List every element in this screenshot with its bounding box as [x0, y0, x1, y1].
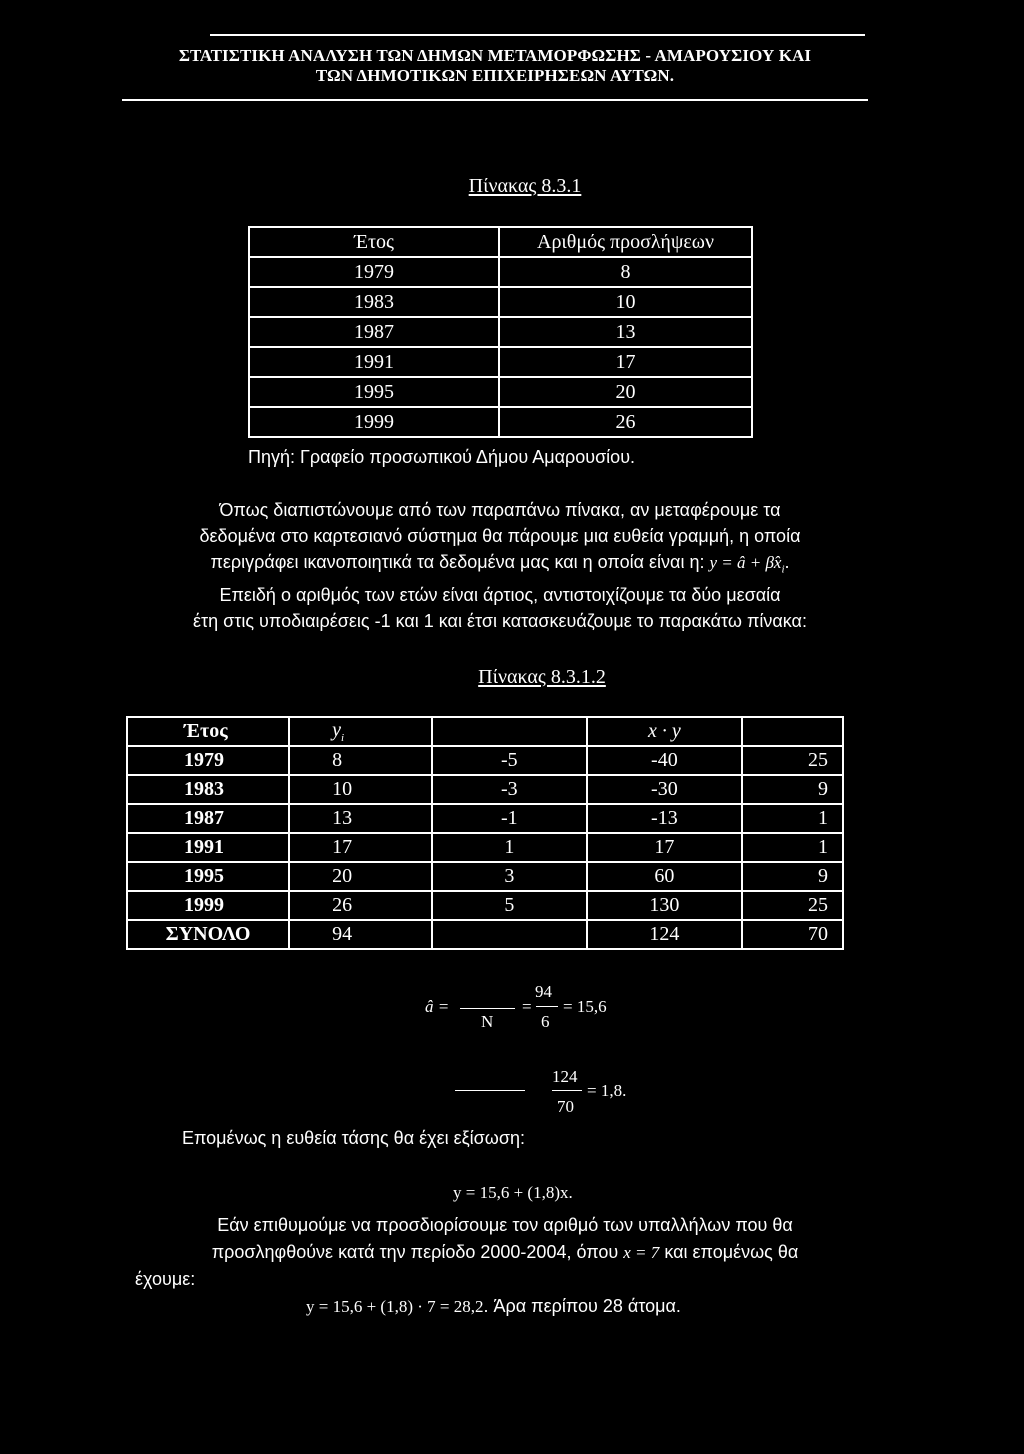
- fraction-bar: [552, 1090, 582, 1091]
- year-cell: 1983: [127, 775, 289, 804]
- y-cell: 17: [289, 833, 432, 862]
- table-row: [249, 257, 752, 287]
- formula-b-numerator: 124: [552, 1067, 578, 1086]
- paragraph-line: Όπως διαπιστώνουμε από των παραπάνω πίνακα, αν μεταφέρουμε τα: [219, 500, 781, 520]
- table-row: [249, 317, 752, 347]
- table1-source: Πηγή: Γραφείο προσωπικού Δήμου Αμαρουσίου.: [248, 447, 636, 467]
- x-cell: -3: [432, 775, 587, 804]
- formula-a-lhs: â =: [425, 997, 450, 1016]
- table-row: [249, 407, 752, 437]
- y-cell: 8: [289, 746, 432, 775]
- paragraph-line: προσληφθούνε κατά την περίοδο 2000-2004, όπου x = 7 και επομένως θα: [211, 1242, 799, 1262]
- final-result: [306, 1296, 681, 1317]
- xy-cell: 17: [587, 833, 742, 862]
- paragraph-line: Επειδή ο αριθμός των ετών είναι άρτιος, αντιστοιχίζουμε τα δύο μεσαία: [219, 585, 781, 606]
- hires-table: [248, 226, 753, 438]
- total-xy: 124: [587, 920, 742, 949]
- hires-cell: 10: [499, 287, 752, 317]
- table-row: [127, 891, 843, 920]
- x2-cell: 1: [742, 833, 843, 862]
- x-cell: -5: [432, 746, 587, 775]
- table-total-row: [127, 920, 843, 949]
- total-x2: 70: [742, 920, 843, 949]
- y-cell: 26: [289, 891, 432, 920]
- header-line-1: ΣΤΑΤΙΣΤΙΚΗ ΑΝΑΛΥΣΗ ΤΩΝ ΔΗΜΩΝ ΜΕΤΑΜΟΡΦΩΣΗΣ - ΑΜΑΡΟΥΣΙΟΥ ΚΑΙ: [178, 46, 812, 65]
- paragraph-line: έχουμε:: [135, 1269, 196, 1289]
- fraction-bar: [460, 1008, 515, 1009]
- header-bottom-rule: [122, 99, 868, 101]
- xy-cell: -30: [587, 775, 742, 804]
- final-text: . Άρα περίπου 28 άτομα.: [483, 1296, 681, 1316]
- table1-caption: Πίνακας 8.3.1: [468, 175, 582, 197]
- document-header: [120, 46, 870, 86]
- table-row: [127, 862, 843, 891]
- y-cell: 10: [289, 775, 432, 804]
- x2-cell: 25: [742, 891, 843, 920]
- hires-cell: 20: [499, 377, 752, 407]
- year-cell: 1979: [127, 746, 289, 775]
- total-y: 94: [289, 920, 432, 949]
- xy-cell: 130: [587, 891, 742, 920]
- table-row: [249, 347, 752, 377]
- x-cell: 5: [432, 891, 587, 920]
- x2-cell: 1: [742, 804, 843, 833]
- formula-a-result: = 15,6: [563, 997, 607, 1016]
- fraction-bar: [536, 1006, 558, 1007]
- year-cell: 1999: [127, 891, 289, 920]
- y-cell: 20: [289, 862, 432, 891]
- header-year: Έτος: [127, 717, 289, 746]
- formula-a-denominator: 6: [541, 1012, 550, 1031]
- header-xy: x · y: [587, 717, 742, 746]
- x2-cell: 25: [742, 746, 843, 775]
- xy-cell: 60: [587, 862, 742, 891]
- paragraph-conclusion: [135, 1212, 875, 1293]
- header-y: $y_i$: [289, 717, 432, 746]
- y-cell: 13: [289, 804, 432, 833]
- header-year: Έτος: [249, 227, 499, 257]
- year-cell: 1987: [249, 317, 499, 347]
- formula-a-numerator: 94: [535, 982, 552, 1001]
- final-equation: y = 15,6 + (1,8) · 7 = 28,2: [306, 1297, 484, 1316]
- table-row: [249, 287, 752, 317]
- paragraph-text: περιγράφει ικανοποιητικά τα δεδομένα μας και η οποία είναι η:: [210, 552, 705, 572]
- table-header-row: [127, 717, 843, 746]
- table-row: [127, 746, 843, 775]
- paragraph-line: Εάν επιθυμούμε να προσδιορίσουμε τον αριθμό των υπαλλήλων που θα: [217, 1215, 793, 1235]
- year-cell: 1983: [249, 287, 499, 317]
- formula-b-denominator: 70: [557, 1097, 574, 1116]
- formula-b-result: = 1,8.: [587, 1081, 627, 1100]
- hires-cell: 26: [499, 407, 752, 437]
- year-cell: 1979: [249, 257, 499, 287]
- xy-cell: -40: [587, 746, 742, 775]
- year-cell: 1995: [249, 377, 499, 407]
- total-label: ΣΥΝΟΛΟ: [127, 920, 289, 949]
- table-header-row: [249, 227, 752, 257]
- formula-a-eq: =: [522, 997, 532, 1016]
- trend-equation: y = 15,6 + (1,8)x.: [453, 1183, 573, 1202]
- x-value-equation: x = 7: [623, 1243, 660, 1262]
- header-line-2: ΤΩΝ ΔΗΜΟΤΙΚΩΝ ΕΠΙΧΕΙΡΗΣΕΩΝ ΑΥΤΩΝ.: [315, 66, 675, 85]
- year-cell: 1999: [249, 407, 499, 437]
- year-cell: 1991: [249, 347, 499, 377]
- year-cell: 1995: [127, 862, 289, 891]
- year-cell: 1991: [127, 833, 289, 862]
- paragraph-intro: [130, 497, 870, 634]
- header-top-rule: [210, 34, 865, 36]
- paragraph-line: περιγράφει ικανοποιητικά τα δεδομένα μας και η οποία είναι η: y = â + $\betâx_i$.: [210, 552, 790, 576]
- table-row: [249, 377, 752, 407]
- xy-cell: -13: [587, 804, 742, 833]
- table-row: [127, 804, 843, 833]
- fraction-bar: [455, 1090, 525, 1091]
- header-hires: Αριθμός προσλήψεων: [499, 227, 752, 257]
- x2-cell: 9: [742, 775, 843, 804]
- table-row: [127, 775, 843, 804]
- hires-cell: 13: [499, 317, 752, 347]
- calculation-table: [126, 716, 844, 950]
- table2-caption: Πίνακας 8.3.1.2: [478, 666, 606, 688]
- table-row: [127, 833, 843, 862]
- hires-cell: 8: [499, 257, 752, 287]
- hires-cell: 17: [499, 347, 752, 377]
- x2-cell: 9: [742, 862, 843, 891]
- x-cell: 3: [432, 862, 587, 891]
- formula-a-denominator-n: N: [481, 1012, 494, 1031]
- header-x-squared: [742, 717, 843, 746]
- total-x: [432, 920, 587, 949]
- x-cell: -1: [432, 804, 587, 833]
- year-cell: 1987: [127, 804, 289, 833]
- paragraph-line: δεδομένα στο καρτεσιανό σύστημα θα πάρουμε μια ευθεία γραμμή, η οποία: [199, 526, 801, 546]
- conclusion-line: Επομένως η ευθεία τάσης θα έχει εξίσωση:: [182, 1128, 525, 1148]
- x-cell: 1: [432, 833, 587, 862]
- regression-equation: y = â + $\betâx_i$: [709, 553, 785, 576]
- paragraph-line: έτη στις υποδιαιρέσεις -1 και 1 και έτσι κατασκευάζουμε το παρακάτω πίνακα:: [193, 611, 807, 632]
- header-x: [432, 717, 587, 746]
